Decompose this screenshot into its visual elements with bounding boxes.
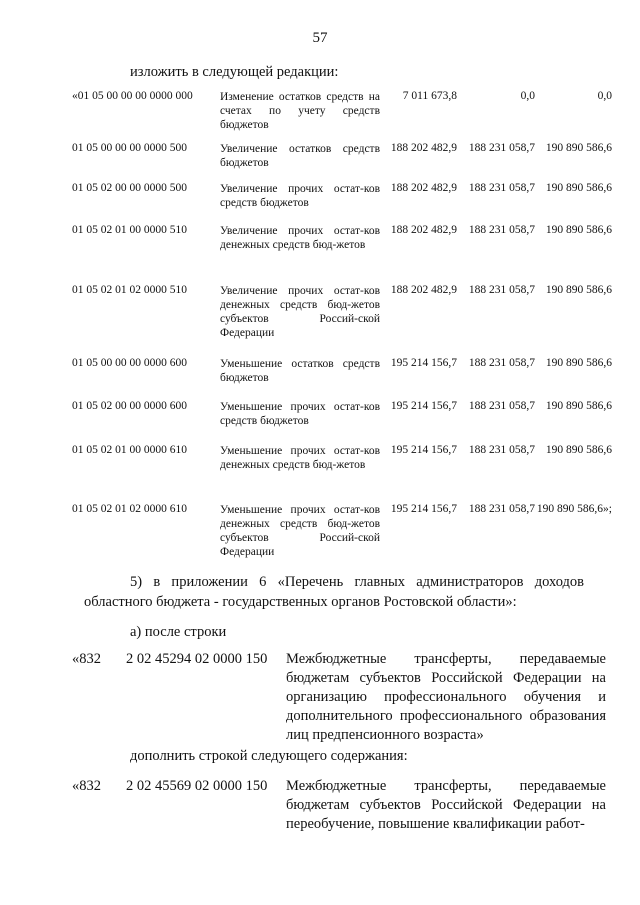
entry-prefix: «832: [72, 778, 101, 794]
row-value-3: 0,0: [597, 90, 612, 102]
row-value-1: 188 202 482,9: [390, 182, 457, 194]
entry-code: 2 02 45294 02 0000 150: [126, 651, 268, 667]
page-number: 57: [312, 30, 328, 46]
row-value-1: 195 214 156,7: [390, 444, 457, 456]
entry-description: Межбюджетные трансферты, передаваемые бюджетам субъектов Российской Федерации на организацию профессионального обучения и дополнительного профессионального образования лиц предпенсионного возраста»: [286, 651, 606, 743]
row-value-3: 190 890 586,6»;: [536, 503, 612, 515]
row-value-2: 188 231 058,7: [468, 284, 535, 296]
row-value-1: 195 214 156,7: [390, 503, 457, 515]
row-value-3: 190 890 586,6: [545, 224, 612, 236]
row-value-2: 188 231 058,7: [468, 503, 535, 515]
paragraph-5: 5) в приложении 6 «Перечень главных администраторов доходов областного бюджета - государственных органов Ростовской области»:: [84, 574, 584, 610]
row-value-2: 188 231 058,7: [468, 357, 535, 369]
row-code: 01 05 02 01 02 0000 510: [72, 284, 187, 296]
row-description: Уменьшение прочих остат-ков денежных средств бюд-жетов субъектов Россий-ской Федерации: [220, 504, 380, 558]
row-value-2: 188 231 058,7: [468, 224, 535, 236]
row-description: Уменьшение прочих остат-ков денежных средств бюд-жетов: [220, 445, 380, 471]
row-code: 01 05 02 01 00 0000 610: [72, 444, 187, 456]
row-description: Увеличение прочих остат-ков денежных средств бюд-жетов: [220, 225, 380, 251]
row-code: 01 05 02 01 00 0000 510: [72, 224, 187, 236]
row-value-1: 7 011 673,8: [402, 90, 457, 102]
row-description: Увеличение прочих остат-ков денежных средств бюд-жетов субъектов Россий-ской Федерации: [220, 285, 380, 339]
entry-description: Межбюджетные трансферты, передаваемые бюджетам субъектов Российской Федерации на переобучение, повышение квалификации работ-: [286, 778, 606, 832]
row-value-2: 188 231 058,7: [468, 182, 535, 194]
row-code: 01 05 00 00 00 0000 500: [72, 142, 187, 154]
row-value-3: 190 890 586,6: [545, 182, 612, 194]
row-description: Увеличение прочих остат-ков средств бюджетов: [220, 183, 380, 209]
row-description: Уменьшение прочих остат-ков средств бюджетов: [220, 401, 380, 427]
row-description: Уменьшение остатков средств бюджетов: [220, 358, 380, 384]
row-description: Изменение остатков средств на счетах по учету средств бюджетов: [220, 91, 380, 131]
row-value-1: 195 214 156,7: [390, 400, 457, 412]
paragraph-a: а) после строки: [130, 624, 227, 640]
row-code: «01 05 00 00 00 0000 000: [72, 90, 193, 102]
row-value-2: 188 231 058,7: [468, 444, 535, 456]
row-code: 01 05 02 00 00 0000 500: [72, 182, 187, 194]
row-value-3: 190 890 586,6: [545, 284, 612, 296]
row-value-1: 195 214 156,7: [390, 357, 457, 369]
row-value-1: 188 202 482,9: [390, 224, 457, 236]
entry-prefix: «832: [72, 651, 101, 667]
entry-code: 2 02 45569 02 0000 150: [126, 778, 268, 794]
row-code: 01 05 02 00 00 0000 600: [72, 400, 187, 412]
row-value-1: 188 202 482,9: [390, 284, 457, 296]
paragraph-add: дополнить строкой следующего содержания:: [130, 748, 408, 764]
row-description: Увеличение остатков средств бюджетов: [220, 143, 380, 169]
row-value-2: 188 231 058,7: [468, 142, 535, 154]
row-value-2: 188 231 058,7: [468, 400, 535, 412]
row-value-1: 188 202 482,9: [390, 142, 457, 154]
row-value-3: 190 890 586,6: [545, 142, 612, 154]
row-value-3: 190 890 586,6: [545, 357, 612, 369]
intro-text: изложить в следующей редакции:: [130, 64, 339, 80]
row-code: 01 05 00 00 00 0000 600: [72, 357, 187, 369]
row-value-3: 190 890 586,6: [545, 444, 612, 456]
row-value-3: 190 890 586,6: [545, 400, 612, 412]
row-value-2: 0,0: [520, 90, 535, 102]
row-code: 01 05 02 01 02 0000 610: [72, 503, 187, 515]
